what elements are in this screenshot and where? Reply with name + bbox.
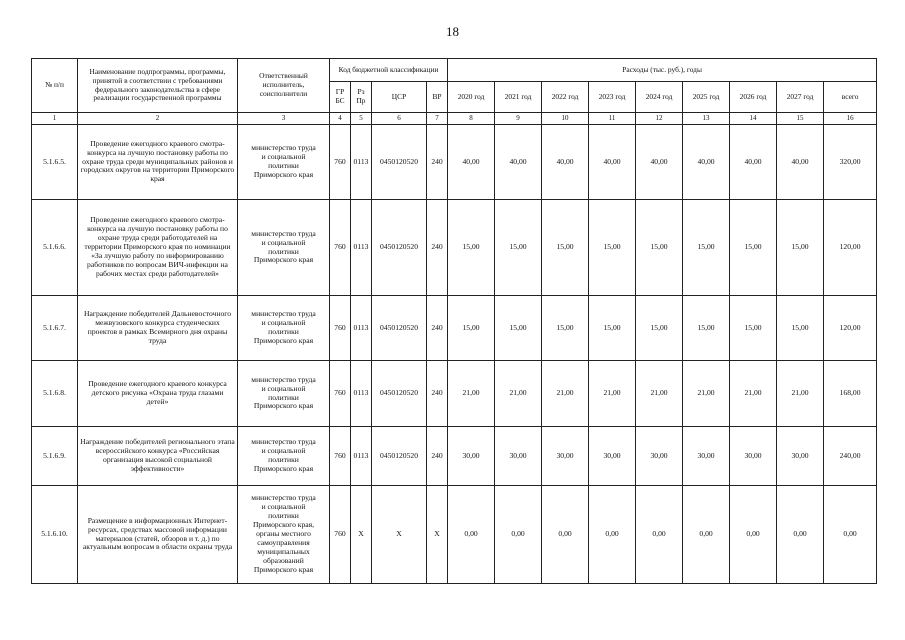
row-grbs: 760 [330, 486, 351, 584]
header-year: всего [824, 82, 877, 113]
row-name: Проведение ежегодного краевого смотра-конкурса на лучшую постановку работы по охране труда среди работодателей на территории Приморского края по номинации «За лучшую работу по информированию работников по вопросам ВИЧ-инфекции на рабочих местах среди работодателей» [78, 200, 238, 296]
row-grbs: 760 [330, 200, 351, 296]
responsible-line: министерство труда [251, 437, 316, 447]
column-number: 5 [351, 113, 372, 125]
row-grbs: 760 [330, 125, 351, 200]
row-vr: 240 [427, 427, 448, 486]
row-csr: 0450120520 [372, 296, 427, 361]
row-year-value: 15,00 [495, 296, 542, 361]
header-name: Наименование подпрограммы, программы, принятой в соответствии с требованиями федерального законодательства в сфере реализации государственной программы [78, 59, 238, 113]
responsible-line: и социальной [261, 318, 306, 328]
row-year-value: 40,00 [683, 125, 730, 200]
row-total: 320,00 [824, 125, 877, 200]
row-name: Проведение ежегодного краевого смотра-конкурса на лучшую постановку работы по охране труда среди муниципальных районов и городских округов на территории Приморского края [78, 125, 238, 200]
row-year-value: 15,00 [542, 200, 589, 296]
header-year: 2025 год [683, 82, 730, 113]
row-year-value: 40,00 [542, 125, 589, 200]
responsible-line: Приморского края [253, 401, 314, 411]
row-csr: 0450120520 [372, 361, 427, 427]
row-year-value: 21,00 [730, 361, 777, 427]
row-year-value: 15,00 [777, 296, 824, 361]
row-year-value: 21,00 [542, 361, 589, 427]
header-code: Код бюджетной классификации [330, 59, 448, 82]
table-header [32, 59, 877, 125]
responsible-line: Приморского края [253, 564, 314, 574]
responsible-line: и социальной [261, 502, 306, 512]
row-year-value: 15,00 [730, 296, 777, 361]
row-total: 120,00 [824, 200, 877, 296]
responsible-line: и социальной [261, 152, 306, 162]
header-year: 2023 год [589, 82, 636, 113]
row-responsible [238, 200, 330, 296]
responsible-line: политики [268, 392, 299, 402]
row-rzpr: 0113 [351, 361, 372, 427]
row-csr: 0450120520 [372, 125, 427, 200]
row-responsible [238, 486, 330, 584]
row-vr: 240 [427, 125, 448, 200]
responsible-line: политики [268, 161, 299, 170]
header-year: 2022 год [542, 82, 589, 113]
row-number: 5.1.6.7. [32, 296, 78, 361]
header-csr: ЦСР [372, 82, 427, 113]
row-year-value: 0,00 [636, 486, 683, 584]
row-vr: 240 [427, 200, 448, 296]
responsible-line: Приморского края [253, 255, 314, 265]
page-number: 18 [446, 24, 459, 39]
row-grbs: 760 [330, 296, 351, 361]
responsible-line: образований [263, 555, 304, 565]
row-year-value: 30,00 [589, 427, 636, 486]
row-vr: 240 [427, 361, 448, 427]
row-year-value: 15,00 [448, 200, 495, 296]
column-number: 8 [448, 113, 495, 125]
row-year-value: 15,00 [730, 200, 777, 296]
responsible-line: самоуправления [257, 537, 310, 547]
row-year-value: 21,00 [495, 361, 542, 427]
row-responsible [238, 296, 330, 361]
row-year-value: 0,00 [542, 486, 589, 584]
responsible-line: политики [268, 327, 299, 336]
responsible-line: Приморского края [253, 463, 314, 473]
row-year-value: 40,00 [730, 125, 777, 200]
responsible-line: министерство труда [251, 374, 316, 384]
table-row [32, 486, 877, 584]
row-year-value: 30,00 [542, 427, 589, 486]
responsible-line: министерство труда [251, 228, 316, 238]
row-year-value: 0,00 [683, 486, 730, 584]
row-grbs: 760 [330, 427, 351, 486]
responsible-line: министерство труда [251, 143, 316, 153]
row-year-value: 0,00 [730, 486, 777, 584]
row-year-value: 15,00 [683, 200, 730, 296]
row-csr: Х [372, 486, 427, 584]
table-row [32, 361, 877, 427]
responsible-line: Приморского края [253, 335, 314, 345]
row-year-value: 40,00 [777, 125, 824, 200]
row-year-value: 40,00 [636, 125, 683, 200]
header-year: 2020 год [448, 82, 495, 113]
row-year-value: 21,00 [448, 361, 495, 427]
table-row [32, 200, 877, 296]
row-number: 5.1.6.9. [32, 427, 78, 486]
row-year-value: 21,00 [777, 361, 824, 427]
column-number: 11 [589, 113, 636, 125]
column-number: 6 [372, 113, 427, 125]
row-rzpr: Х [351, 486, 372, 584]
row-number: 5.1.6.6. [32, 200, 78, 296]
row-total: 120,00 [824, 296, 877, 361]
row-year-value: 15,00 [448, 296, 495, 361]
column-number: 12 [636, 113, 683, 125]
row-year-value: 15,00 [542, 296, 589, 361]
row-name: Проведение ежегодного краевого конкурса детского рисунка «Охрана труда глазами детей» [78, 361, 238, 427]
row-total: 240,00 [824, 427, 877, 486]
row-csr: 0450120520 [372, 427, 427, 486]
row-year-value: 0,00 [777, 486, 824, 584]
column-number: 4 [330, 113, 351, 125]
responsible-line: и социальной [261, 383, 306, 393]
row-year-value: 40,00 [589, 125, 636, 200]
row-year-value: 40,00 [448, 125, 495, 200]
row-year-value: 30,00 [448, 427, 495, 486]
row-responsible [238, 427, 330, 486]
column-number: 2 [78, 113, 238, 125]
responsible-line: политики [268, 455, 299, 464]
header-grbs: ГР БС [330, 82, 351, 113]
row-name: Размещение в информационных Интернет-ресурсах, средствах массовой информации материалов (статей, обзоров и т. д.) по актуальным вопросам в области охраны труда [78, 486, 238, 584]
column-number: 14 [730, 113, 777, 125]
header-year: 2024 год [636, 82, 683, 113]
budget-table [31, 58, 877, 584]
row-year-value: 30,00 [777, 427, 824, 486]
header-rzpr: Рз Пр [351, 82, 372, 113]
row-number: 5.1.6.10. [32, 486, 78, 584]
row-year-value: 30,00 [495, 427, 542, 486]
responsible-line: Приморского края [253, 169, 314, 179]
row-year-value: 15,00 [777, 200, 824, 296]
column-number: 9 [495, 113, 542, 125]
responsible-line: муниципальных [257, 546, 310, 556]
column-number: 13 [683, 113, 730, 125]
responsible-line: и социальной [261, 446, 306, 456]
header-expenses: Расходы (тыс. руб.), годы [448, 59, 877, 82]
row-vr: Х [427, 486, 448, 584]
row-rzpr: 0113 [351, 296, 372, 361]
column-number: 10 [542, 113, 589, 125]
row-number: 5.1.6.8. [32, 361, 78, 427]
header-vr: ВР [427, 82, 448, 113]
row-year-value: 0,00 [495, 486, 542, 584]
row-year-value: 15,00 [636, 296, 683, 361]
row-year-value: 30,00 [636, 427, 683, 486]
row-year-value: 15,00 [636, 200, 683, 296]
row-year-value: 15,00 [683, 296, 730, 361]
row-year-value: 21,00 [589, 361, 636, 427]
row-rzpr: 0113 [351, 125, 372, 200]
row-name: Награждение победителей Дальневосточного межвузовского конкурса студенческих проектов в рамках Всемирного дня охраны труда [78, 296, 238, 361]
row-year-value: 30,00 [730, 427, 777, 486]
row-year-value: 30,00 [683, 427, 730, 486]
row-total: 0,00 [824, 486, 877, 584]
row-year-value: 21,00 [636, 361, 683, 427]
row-grbs: 760 [330, 361, 351, 427]
row-year-value: 21,00 [683, 361, 730, 427]
row-responsible [238, 125, 330, 200]
column-numbers-row [32, 113, 877, 125]
responsible-line: Приморского края, [252, 520, 315, 530]
responsible-line: министерство труда [251, 309, 316, 319]
row-rzpr: 0113 [351, 200, 372, 296]
row-year-value: 15,00 [589, 296, 636, 361]
header-year: 2021 год [495, 82, 542, 113]
header-year: 2027 год [777, 82, 824, 113]
responsible-line: политики [268, 511, 299, 521]
header-num: № п/п [32, 59, 78, 113]
row-year-value: 40,00 [495, 125, 542, 200]
responsible-line: и социальной [261, 237, 306, 247]
column-number: 7 [427, 113, 448, 125]
row-csr: 0450120520 [372, 200, 427, 296]
header-year: 2026 год [730, 82, 777, 113]
row-total: 168,00 [824, 361, 877, 427]
row-rzpr: 0113 [351, 427, 372, 486]
table-body [32, 125, 877, 584]
responsible-line: политики [268, 246, 299, 256]
row-number: 5.1.6.5. [32, 125, 78, 200]
row-year-value: 0,00 [448, 486, 495, 584]
row-year-value: 0,00 [589, 486, 636, 584]
row-year-value: 15,00 [589, 200, 636, 296]
row-responsible [238, 361, 330, 427]
table-row [32, 125, 877, 200]
column-number: 1 [32, 113, 78, 125]
row-name: Награждение победителей регионального этапа всероссийского конкурса «Российская организация высокой социальной эффективности» [78, 427, 238, 486]
header-resp: Ответственный исполнитель, соисполнители [238, 59, 330, 113]
table-row [32, 427, 877, 486]
table-row [32, 296, 877, 361]
responsible-line: органы местного [256, 529, 311, 539]
column-number: 15 [777, 113, 824, 125]
row-vr: 240 [427, 296, 448, 361]
responsible-line: министерство труда [251, 493, 316, 503]
column-number: 3 [238, 113, 330, 125]
column-number: 16 [824, 113, 877, 125]
row-year-value: 15,00 [495, 200, 542, 296]
